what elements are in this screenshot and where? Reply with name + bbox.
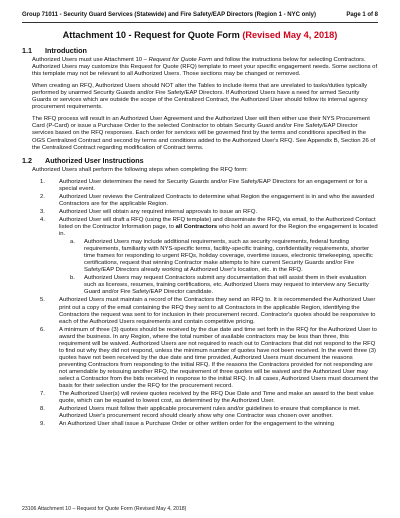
list-item (22, 209, 380, 216)
list-number: 2. (40, 193, 45, 200)
sub-list-text: Authorized Users may request Contractors submit any documentation that will assist them in their evaluation such as licenses, resumes, training certifications, etc. Authorized Users may request to interview any Security Guard and/or Fire Safety/EAP Director candidate. (84, 275, 369, 296)
text-run-italic: Request for Quote Form (148, 57, 213, 64)
page-number: Page 1 of 8 (346, 12, 378, 18)
text-run: who hold an award for the Region the engagement is located in. (59, 223, 378, 238)
list-number: 7. (40, 391, 45, 398)
list-number: 9. (40, 421, 45, 428)
intro-paragraph-1 (32, 57, 380, 78)
list-item (22, 391, 380, 405)
list-number: 4. (40, 216, 45, 223)
list-item (22, 194, 380, 208)
instructions-list (22, 179, 380, 429)
text-run-bold: all Contractors (175, 223, 218, 230)
list-text: Authorized User reviews the Centralized Contracts to determine what Region the engagement is in and who the awarded Contractors are for the applicable Region. (59, 193, 374, 207)
text-run: Authorized User will draft a RFQ (using the RFQ template) and disseminate the RFQ, via email, to the Authorized Contact listed on the Contractor Information page, to (59, 216, 376, 230)
list-text: A minimum of three (3) quotes should be received by the due date and time set forth in the RFQ for the Authorized User to award the business. In any Region, where the total number of available contractors may be less than three, this requirement will be waived. Authorized Users are not required to reach out to Contractors that did not respond to the RFQ to find out why they did not respond, unless the minimum number of quotes have not been received. In the event three (3) quotes have not been received by the due date and time provided, Authorized Users must document the reasons preventing Contractors from responding to the initial RFQ. If the reasons the Contractors provided for not responding are not amendable by reissuing another RFQ, the requirement of three quotes will be waived and the Authorized User may select a Contractor from the bids received in response to the initial RFQ. In all cases, Authorized Users must document the basis for their selection under the RFQ for the procurement record. (59, 326, 379, 390)
title-main: Attachment 10 - Request for Quote Form (62, 30, 243, 40)
section-heading-instructions (22, 157, 380, 164)
text-run: and follow the instructions below for selecting Contractors. Authorized Users may customize this Request for Quote (RFQ) template to meet your specific engagement needs. Some sections of this template may not be relevant to all Authorized Users. Those sections may be changed or removed. (32, 57, 378, 78)
list-text: Authorized User will obtain any required internal approvals to issue an RFQ. (59, 208, 258, 215)
list-item (22, 217, 380, 238)
list-item (22, 297, 380, 325)
header-divider (22, 22, 378, 23)
list-item (22, 421, 380, 428)
list-text: An Authorized User shall issue a Purchase Order or other written order for the engagement to the winning (59, 421, 335, 428)
section-number: 1.2 (22, 155, 32, 165)
intro-paragraph-2: When creating an RFQ, Authorized Users should NOT alter the Tables to include items that are unrelated to tasks/duties typically performed by unarmed Security Guards and/or Fire Safety/EAP Directors. If Authorized Users have a need for armed Security Guards or services which are outside the scope of the Centralized Contract, the Authorized User should follow its internal agency procurement requirements. (32, 83, 368, 111)
section-title: Introduction (45, 46, 87, 55)
instructions-intro: Authorized Users shall perform the following steps when completing the RFQ form: (32, 166, 248, 173)
list-text: Authorized User determines the need for Security Guards and/or Fire Safety/EAP Directors for an engagement or for a special event. (59, 178, 368, 192)
list-number: 1. (40, 178, 45, 185)
list-item (22, 179, 380, 193)
list-text: Authorized Users must follow their applicable procurement rules and/or guidelines to ensure that compliance is met. Authorized User's procurement record should clearly show why one Contractor was chosen over another. (59, 406, 361, 420)
list-number: 8. (40, 406, 45, 413)
list-item (22, 327, 380, 390)
sub-list-text: Authorized Users may include additional requirements, such as security requirements, federal funding requirements, familiarity with NYS-specific terms, facility-specific training, confidentiality requirements, shorter time frames for responding to urgent RFQs, holiday coverage, overtime issues, electronic timekeeping, specific certifications, request that winning Contractor make attempts to hire current Security Guards and/or Fire Safety/EAP Directors already working at Authorized User's location, etc. in the RFQ. (84, 239, 373, 274)
page-header (22, 12, 378, 18)
sub-list-item (22, 239, 380, 274)
sub-list-item (22, 275, 380, 296)
list-text: Authorized Users must maintain a record of the Contractors they send an RFQ to. It is recommended the Authorized User print out a copy of the email containing the RFQ they sent to all Contractors in the applicable Region, identifying the Contractors the request was sent to for inclusion in their procurement record. Contractor's quotes should be responsive to each of the Authorized Users requirements and contain competitive pricing. (59, 297, 376, 325)
header-title: Group 71011 - Security Guard Services (Statewide) and Fire Safety/EAP Directors (Region 1 - NYC only) (22, 12, 316, 18)
list-text (59, 217, 380, 238)
title-revised: (Revised May 4, 2018) (242, 30, 338, 40)
document-title (0, 30, 400, 40)
page-footer: 23106 Attachment 10 – Request for Quote Form (Revised May 4, 2018) (22, 506, 187, 512)
document-body (22, 47, 380, 429)
sub-list-letter: a. (70, 239, 75, 246)
text-run: Authorized Users must use Attachment 10 – (32, 57, 149, 64)
list-number: 3. (40, 208, 45, 215)
list-number: 6. (40, 326, 45, 333)
intro-paragraph-3: The RFQ process will result in an Authorized User Agreement and the Authorized User will then either use their NYS Procurement Card (P-Card) or issue a Purchase Order to the selected Contractor to obtain Security Guard and/or Fire Safety/EAP Director services based on the RFQ responses. Each order for services will be governed first by the terms and conditions specified in the OGS Centralized Contract and second by terms and conditions added to the Authorized User's RFQ. See Appendix B, Section 26 of the Centralized Contract regarding modification of Contract terms. (32, 116, 376, 151)
list-text: The Authorized User(s) will review quotes received by the RFQ Due Date and Time and make an award to the best value quote, which can be equated to lowest cost, as determined by the Authorized User. (59, 391, 374, 405)
list-number: 5. (40, 297, 45, 304)
section-number: 1.1 (22, 46, 32, 55)
section-heading-introduction (22, 47, 380, 54)
list-item (22, 406, 380, 420)
sub-list-letter: b. (70, 275, 75, 282)
section-title: Authorized User Instructions (45, 155, 144, 165)
